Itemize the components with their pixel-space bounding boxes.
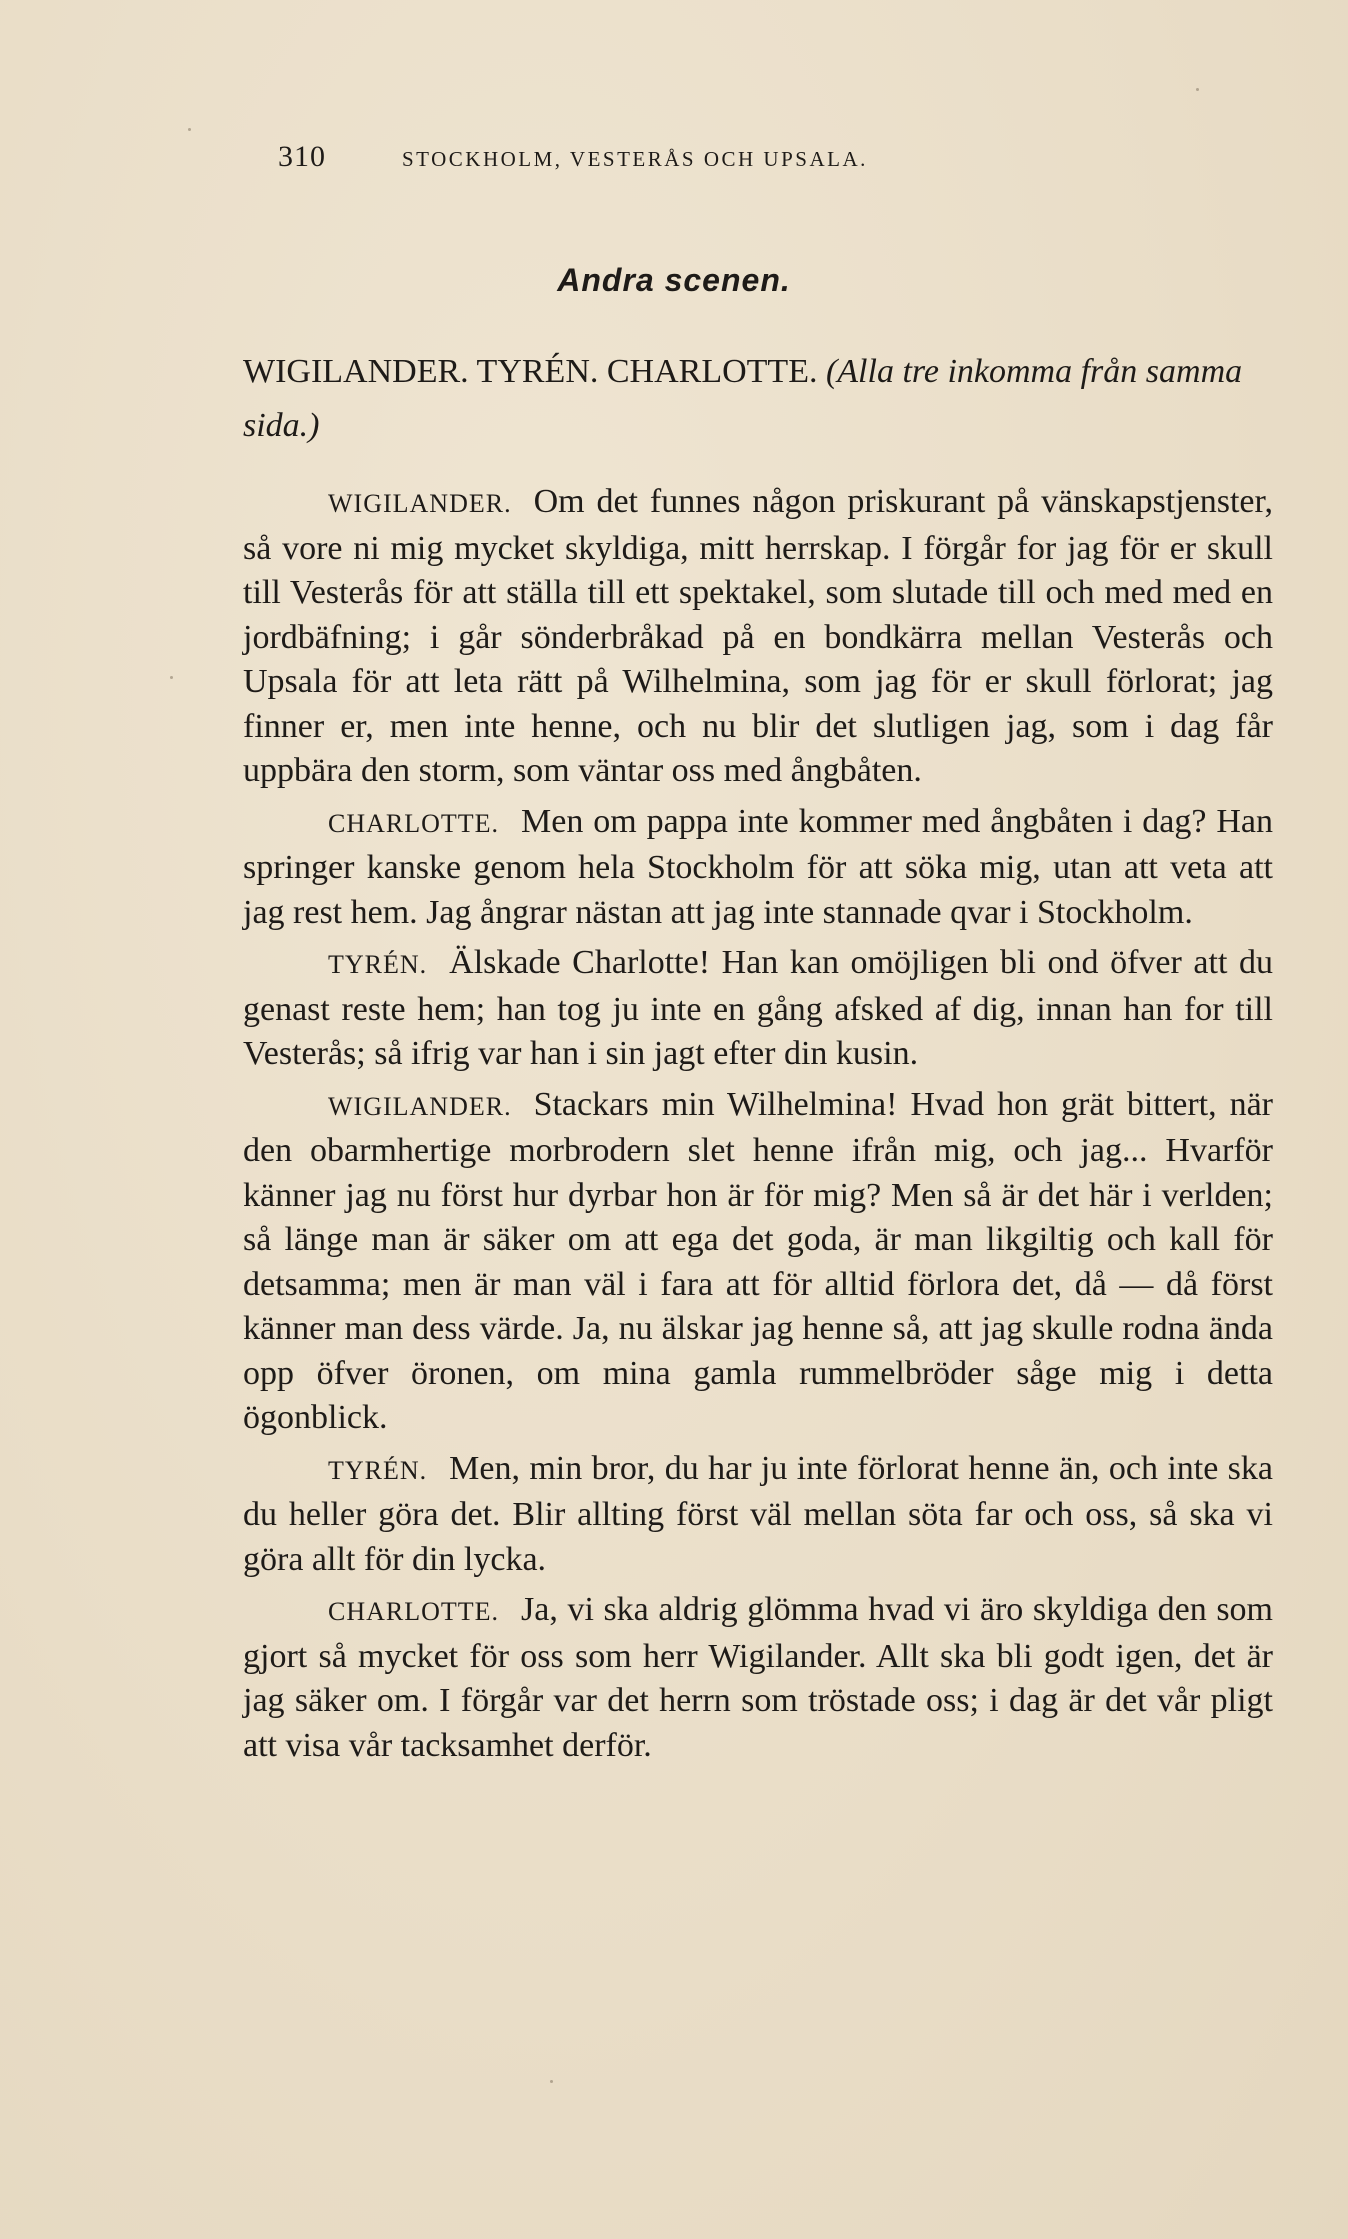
page-number: 310 <box>278 140 326 173</box>
stage-direction: (Alla tre inkomma från samma sida.) <box>243 353 1243 445</box>
speaker-name: WIGILANDER. <box>328 489 512 518</box>
dialogue-paragraph <box>243 800 1273 936</box>
speech-text: Men om pappa inte kommer med ångbåten i dag? Han springer kanske genom hela Stockholm för att söka mig, utan att veta att jag rest hem. Jag ångrar nästan att jag inte stannade qvar i Stockholm. <box>243 802 1273 931</box>
paper-speck <box>1196 88 1199 91</box>
speech-text: Stackars min Wilhelmina! Hvad hon grät bittert, när den obarmhertige morbrodern slet henne ifrån mig, och jag... Hvarför känner jag nu först hur dyrbar hon är för mig? Men så är det här i verlden; så länge man är säker om att ega det goda, är man likgiltig och kall för detsamma; men är man väl i fara att för alltid förlora det, då — då först känner man dess värde. Ja, nu älskar jag henne så, att jag skulle rodna ända opp öfver öronen, om mina gamla rummelbröder såge mig i detta ögonblick. <box>243 1085 1273 1436</box>
dialogue-body <box>243 480 1273 1774</box>
dialogue-paragraph <box>243 480 1273 794</box>
dialogue-paragraph <box>243 941 1273 1077</box>
speaker-name: TYRÉN. <box>328 950 428 979</box>
dialogue-paragraph <box>243 1447 1273 1583</box>
speaker-name: CHARLOTTE. <box>328 808 500 838</box>
dialogue-paragraph <box>243 1588 1273 1768</box>
speech-text: Om det funnes någon priskurant på vänskapstjenster, så vore ni mig mycket skyldiga, mitt herrskap. I förgår for jag för er skull till Vesterås för att ställa till ett spektakel, som slutade till och med med en jordbäfning; i går sönderbråkad på en bondkärra mellan Vesterås och Upsala för att leta rätt på Wilhelmina, som jag för er skull förlorat; jag finner er, men inte henne, och nu blir det slutligen jag, som i dag får uppbära den storm, som väntar oss med ångbåten. <box>243 483 1273 789</box>
scene-title: Andra scenen. <box>557 262 791 298</box>
speech-text: Älskade Charlotte! Han kan omöjligen bli ond öfver att du genast reste hem; han tog ju inte en gång afsked af dig, innan han for till Vesterås; så ifrig var han i sin jagt efter din kusin. <box>243 944 1273 1072</box>
dialogue-paragraph <box>243 1083 1273 1441</box>
cast-names: WIGILANDER. TYRÉN. CHARLOTTE. <box>243 353 818 390</box>
running-head: STOCKHOLM, VESTERÅS OCH UPSALA. <box>402 147 868 171</box>
paper-speck <box>550 2080 553 2083</box>
speaker-name: TYRÉN. <box>328 1455 428 1485</box>
cast-list <box>243 345 1273 454</box>
speaker-name: CHARLOTTE. <box>328 1597 500 1626</box>
speech-text: Men, min bror, du har ju inte förlorat henne än, och inte ska du heller göra det. Blir allting först väl mellan söta far och oss, så ska vi göra allt för din lycka. <box>243 1449 1273 1578</box>
speaker-name: WIGILANDER. <box>328 1091 512 1121</box>
paper-speck <box>170 676 173 679</box>
paper-speck <box>188 128 191 131</box>
page-header <box>238 140 1058 180</box>
speech-text: Ja, vi ska aldrig glömma hvad vi äro skyldiga den som gjort så mycket för oss som herr Wigilander. Allt ska bli godt igen, det är jag säker om. I förgår var det herrn som tröstade oss; i dag är det vår pligt att visa vår tacksamhet derför. <box>243 1591 1273 1764</box>
